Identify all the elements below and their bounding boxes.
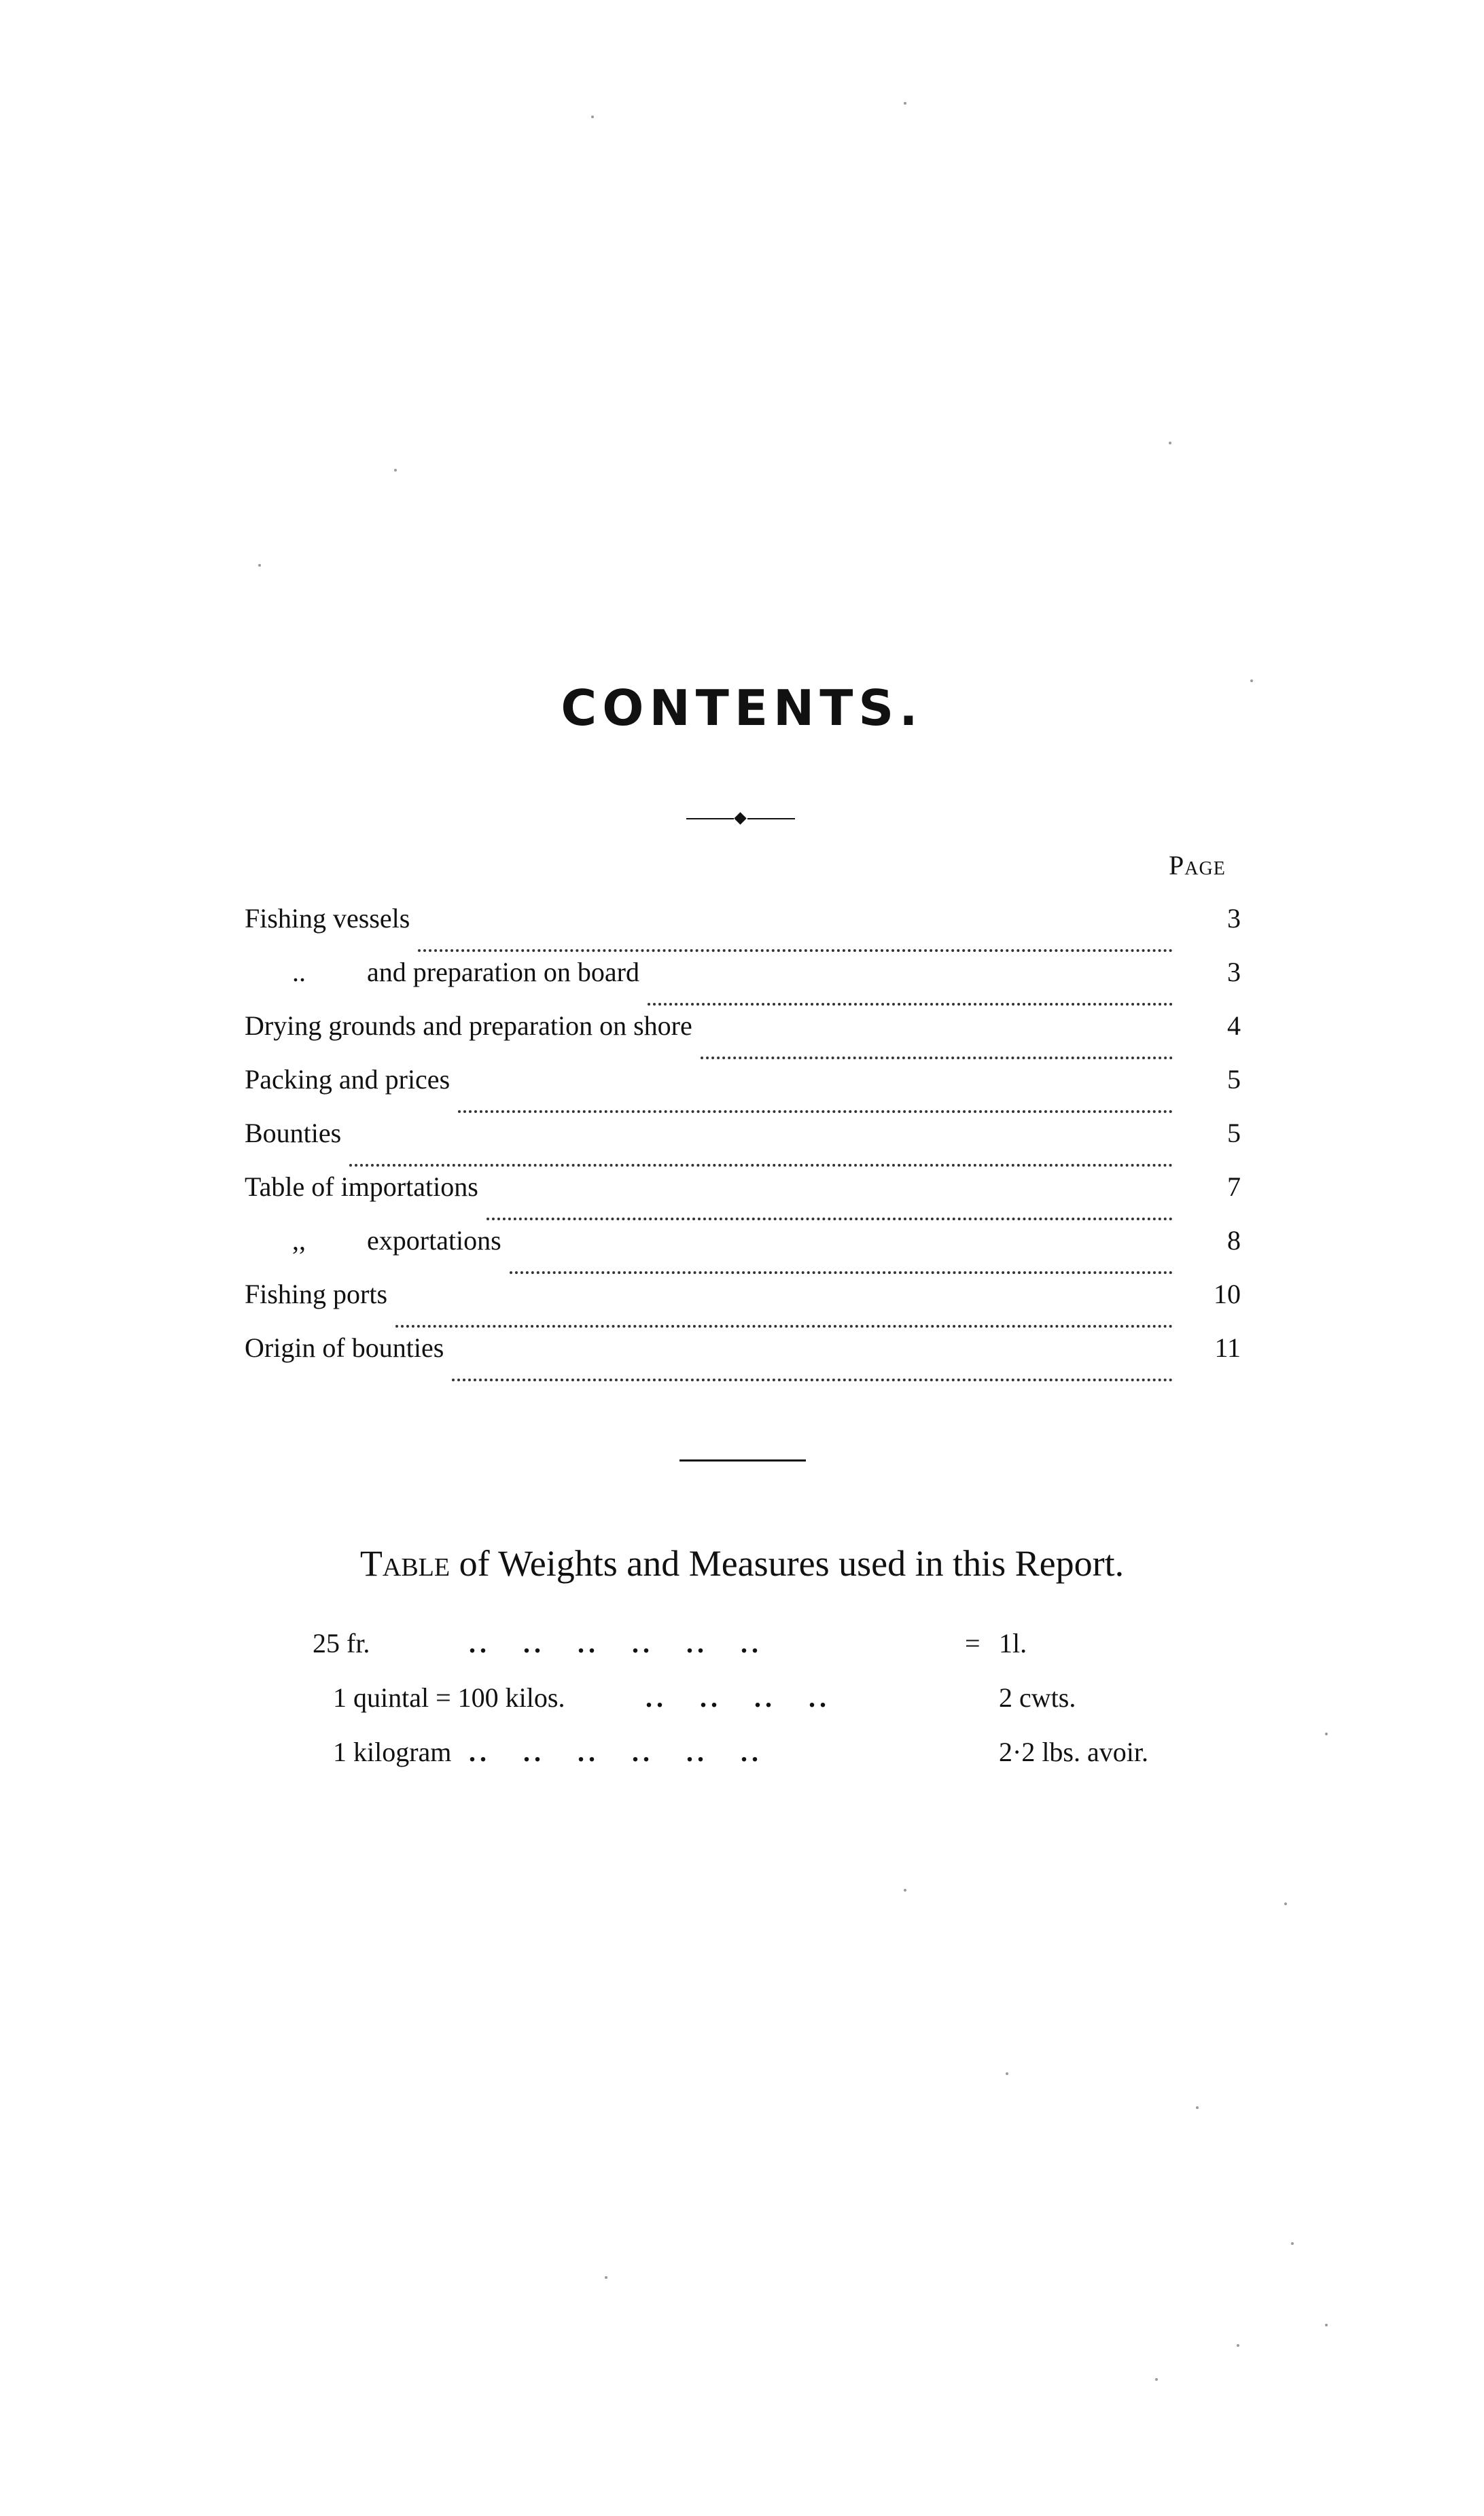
weights-row [313,1682,1182,1736]
ornament-divider [686,811,795,827]
scan-speck [394,469,397,472]
toc-entry [245,956,1241,1010]
dot-leader: .. .. .. .. [646,1682,830,1713]
weights-table-heading [0,1542,1484,1584]
weights-equivalent: 1l. [999,1628,1027,1659]
dot-leader [510,1271,1173,1274]
toc-entry-label [245,1224,510,1256]
dot-leader [349,1164,1173,1167]
toc-entry [245,902,1241,956]
ornament-line-left [686,818,734,819]
toc-entry-page: 8 [1227,1225,1241,1256]
dot-leader: .. .. .. .. .. .. [469,1737,762,1767]
toc-entry-page: 3 [1227,957,1241,987]
section-divider [679,1459,806,1461]
dot-leader: .. .. .. .. .. .. [469,1628,762,1659]
scan-speck [904,102,906,105]
equals-sign: = [965,1628,980,1659]
weights-unit: 1 kilogram [333,1737,452,1767]
scan-speck [1291,2242,1294,2245]
dot-leader [395,1325,1173,1328]
dot-leader [701,1057,1173,1059]
toc-entry-page: 3 [1227,903,1241,934]
toc-entry-page: 7 [1227,1171,1241,1202]
scan-speck [605,2276,607,2279]
toc-entry-label: Fishing vessels [245,903,410,934]
toc-entry [245,1117,1241,1171]
contents-list [245,902,1241,1385]
ornament-line-right [747,818,795,819]
scan-speck [1196,2106,1199,2109]
scan-speck [1325,1733,1328,1735]
scan-speck [1237,2344,1239,2347]
toc-entry-label: Table of importations [245,1171,478,1202]
dot-leader [418,949,1173,952]
weights-row [313,1736,1182,1790]
scan-speck [1155,2378,1158,2381]
toc-entry-page: 5 [1227,1118,1241,1148]
scan-speck [1325,2324,1328,2326]
toc-entry [245,1224,1241,1278]
weights-row [313,1627,1182,1682]
toc-entry-text: exportations [367,1225,501,1256]
toc-entry [245,1332,1241,1385]
scan-speck [258,564,261,567]
toc-entry [245,1063,1241,1117]
weights-heading-rest: of Weights and Measures used in this Report. [459,1543,1125,1584]
ditto-mark: .. [292,957,306,987]
dot-leader [648,1003,1173,1006]
toc-entry-label: Bounties [245,1118,342,1148]
toc-entry-text: and preparation on board [367,957,639,987]
toc-entry [245,1010,1241,1063]
toc-entry-label [245,956,648,988]
toc-entry-page: 4 [1227,1010,1241,1041]
weights-equivalent: 2 cwts. [999,1682,1076,1713]
scan-speck [1006,2072,1008,2075]
dot-leader [487,1218,1173,1220]
diamond-icon [734,812,746,824]
dot-leader [452,1379,1173,1381]
scan-speck [1250,679,1253,682]
toc-entry [245,1278,1241,1332]
toc-entry-page: 5 [1227,1064,1241,1095]
weights-table [313,1627,1182,1790]
page-title: CONTENTS. [561,679,923,737]
page-column-label: Page [1169,850,1226,881]
toc-entry-label: Drying grounds and preparation on shore [245,1010,692,1041]
toc-entry-label: Packing and prices [245,1064,450,1095]
scan-speck [1284,1902,1287,1905]
weights-unit: 25 fr. [313,1628,370,1659]
toc-entry [245,1171,1241,1224]
toc-entry-label: Origin of bounties [245,1332,444,1363]
dot-leader [458,1110,1173,1113]
ditto-mark: ,, [292,1225,306,1256]
toc-entry-label: Fishing ports [245,1279,388,1309]
weights-heading-lead: Table [359,1543,450,1584]
scan-speck [591,116,594,118]
toc-entry-page: 10 [1214,1279,1241,1309]
weights-equivalent: 2·2 lbs. avoir. [999,1737,1148,1767]
toc-entry-page: 11 [1214,1332,1241,1363]
weights-unit: 1 quintal = 100 kilos. [333,1682,565,1713]
scan-speck [1169,442,1171,444]
scan-speck [904,1889,906,1892]
